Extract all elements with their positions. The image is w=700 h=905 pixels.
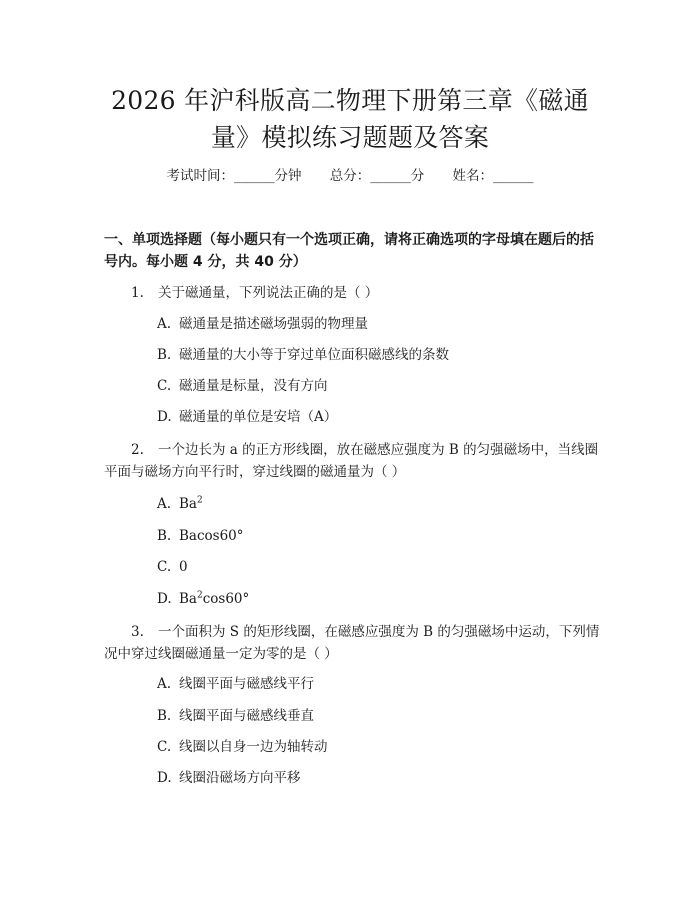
question-2-stem — [104, 439, 600, 483]
option-text: 磁通量是描述磁场强弱的物理量 — [179, 316, 368, 332]
question-2-option-c — [157, 557, 188, 577]
title-line-1: 2026 年沪科版高二物理下册第三章《磁通 — [111, 86, 589, 115]
time-unit: 分钟 — [274, 168, 302, 184]
question-2-option-b — [157, 526, 244, 546]
option-letter: C. — [157, 559, 172, 575]
option-letter: A. — [157, 496, 172, 512]
question-3-stem — [104, 621, 600, 665]
question-number: 3. — [131, 624, 144, 640]
name-blank: ______ — [493, 168, 534, 184]
question-text: 一个边长为 a 的正方形线圈，放在磁感应强度为 B 的匀强磁场中，当线圈平面与磁场方向平行时，穿过线圈的磁通量为（ ） — [104, 442, 599, 480]
option-letter: C. — [157, 378, 172, 394]
option-text: 线圈沿磁场方向平移 — [179, 770, 301, 786]
score-unit: 分 — [410, 168, 425, 184]
option-letter: B. — [157, 708, 172, 724]
score-label: 总分： — [329, 168, 371, 184]
section-heading: 一、单项选择题（每小题只有一个选项正确，请将正确选项的字母填在题后的括号内。每小题 4 分，共 40 分） — [104, 232, 594, 270]
question-1-option-d — [157, 407, 337, 427]
option-text: 磁通量的单位是安培（A） — [179, 409, 338, 425]
score-field — [330, 168, 425, 184]
question-1-option-c — [157, 376, 328, 396]
time-blank: ______ — [233, 168, 275, 184]
option-superscript: 2 — [196, 590, 203, 601]
question-2-option-a — [157, 494, 203, 514]
option-letter: A. — [157, 676, 172, 692]
option-text: Ba — [179, 496, 197, 512]
option-text: 线圈以自身一边为轴转动 — [179, 739, 328, 755]
option-letter: B. — [157, 347, 172, 363]
question-3-option-b — [157, 706, 314, 726]
question-2-option-d — [157, 589, 249, 609]
option-superscript: 2 — [196, 495, 203, 506]
score-blank: ______ — [370, 168, 411, 184]
question-3-option-c — [157, 737, 328, 757]
question-1-stem — [104, 282, 600, 304]
option-text: Ba — [179, 591, 197, 607]
option-text: Bacos60° — [179, 528, 244, 544]
exam-meta — [0, 166, 700, 186]
question-1-option-a — [157, 314, 368, 334]
time-label: 考试时间： — [166, 168, 234, 184]
option-letter: C. — [157, 739, 172, 755]
option-text: 0 — [179, 559, 188, 575]
name-label: 姓名： — [452, 168, 494, 184]
question-number: 2. — [131, 442, 144, 458]
option-letter: B. — [157, 528, 172, 544]
time-field — [166, 168, 301, 184]
question-number: 1. — [131, 285, 144, 301]
question-text: 一个面积为 S 的矩形线圈，在磁感应强度为 B 的匀强磁场中运动，下列情况中穿过线圈磁通量一定为零的是（ ） — [104, 624, 600, 662]
option-text: 磁通量是标量，没有方向 — [179, 378, 328, 394]
question-text: 关于磁通量，下列说法正确的是（ ） — [158, 285, 379, 301]
option-letter: D. — [157, 591, 172, 607]
option-text: 线圈平面与磁感线垂直 — [179, 708, 314, 724]
page-title — [70, 82, 630, 156]
question-3-option-a — [157, 674, 314, 694]
question-1-option-b — [157, 345, 449, 365]
name-field — [453, 168, 534, 184]
option-letter: A. — [157, 316, 172, 332]
option-text: 磁通量的大小等于穿过单位面积磁感线的条数 — [179, 347, 449, 363]
option-text-tail: cos60° — [202, 591, 250, 607]
option-text: 线圈平面与磁感线平行 — [179, 676, 314, 692]
option-letter: D. — [157, 409, 172, 425]
title-line-2: 量》模拟练习题题及答案 — [210, 123, 490, 152]
question-3-option-d — [157, 768, 301, 788]
option-letter: D. — [157, 770, 172, 786]
